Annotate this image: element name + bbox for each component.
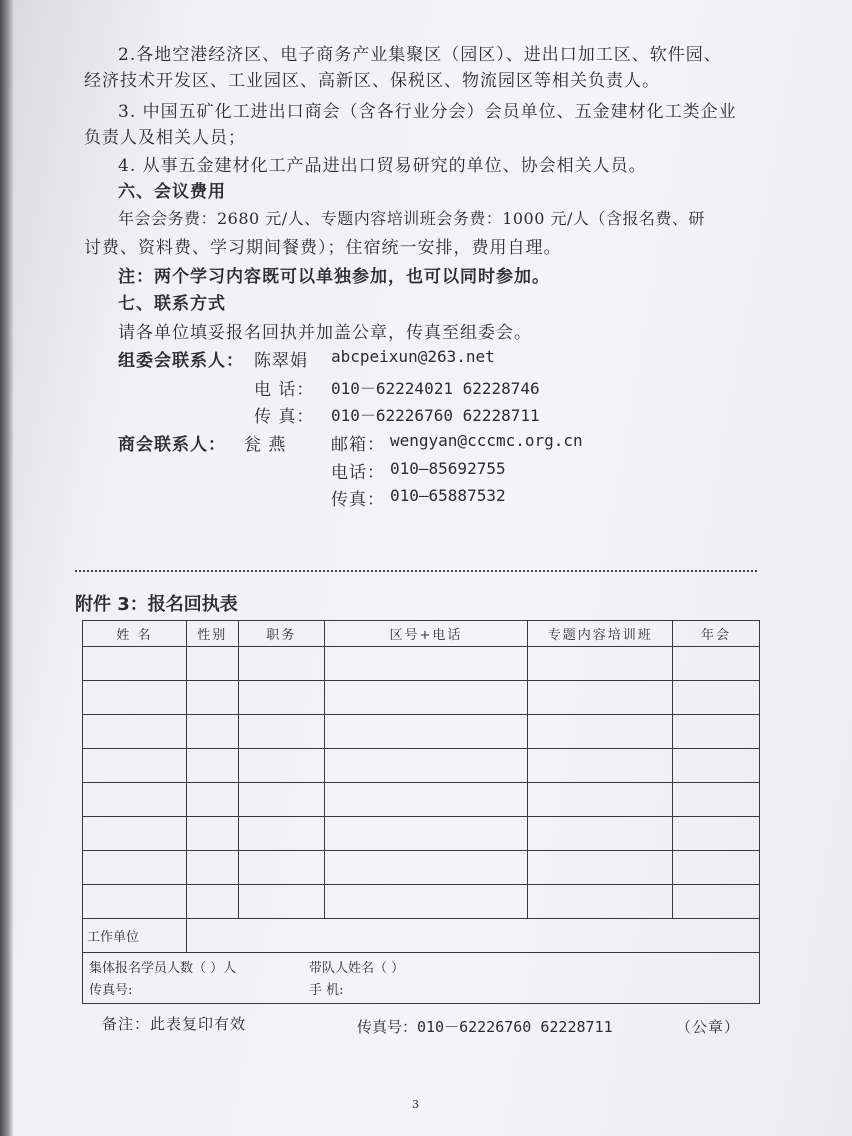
table-cell[interactable] xyxy=(528,681,673,715)
cut-line-divider xyxy=(75,570,757,572)
registration-form-table xyxy=(82,620,760,1004)
table-cell[interactable] xyxy=(238,885,324,919)
col-header-position: 职务 xyxy=(238,621,324,647)
fee-line-2: 讨费、资料费、学习期间餐费）；住宿统一安排，费用自理。 xyxy=(84,238,562,258)
org-tel-label: 电 话： xyxy=(254,380,315,400)
table-cell[interactable] xyxy=(83,647,187,681)
col-header-name: 姓 名 xyxy=(83,621,187,647)
table-cell[interactable] xyxy=(528,749,673,783)
attachment-title: 附件 3：报名回执表 xyxy=(75,594,238,615)
seal-label: （公章） xyxy=(676,1018,741,1036)
table-cell[interactable] xyxy=(528,817,673,851)
table-cell[interactable] xyxy=(673,749,760,783)
work-unit-row xyxy=(83,919,760,953)
col-header-gender: 性别 xyxy=(186,621,238,647)
chamber-email-label: 邮箱： xyxy=(331,435,385,455)
chamber-fax: 010—65887532 xyxy=(390,486,506,505)
chamber-email: wengyan@cccmc.org.cn xyxy=(390,431,583,450)
table-row xyxy=(83,715,760,749)
table-cell[interactable] xyxy=(324,783,528,817)
body-line-4: 负责人及相关人员； xyxy=(84,128,246,148)
table-cell[interactable] xyxy=(673,783,760,817)
table-cell[interactable] xyxy=(83,817,187,851)
table-cell[interactable] xyxy=(186,715,238,749)
table-row xyxy=(83,749,760,783)
table-cell[interactable] xyxy=(238,647,324,681)
table-cell[interactable] xyxy=(528,885,673,919)
fee-line-1: 年会会务费：2680 元/人、专题内容培训班会务费：1000 元/人（含报名费、研 xyxy=(118,209,705,228)
page-edge-shadow xyxy=(0,0,14,1136)
section6-heading: 六、会议费用 xyxy=(118,182,226,202)
body-line-1: 2.各地空港经济区、电子商务产业集聚区（园区）、进出口加工区、软件园、 xyxy=(118,45,722,65)
table-cell[interactable] xyxy=(186,817,238,851)
chamber-fax-label: 传真： xyxy=(331,490,385,510)
group-info-row xyxy=(83,953,760,1004)
table-cell[interactable] xyxy=(528,647,673,681)
table-cell[interactable] xyxy=(324,851,528,885)
table-cell[interactable] xyxy=(673,851,760,885)
table-row xyxy=(83,783,760,817)
table-cell[interactable] xyxy=(528,851,673,885)
group-count-label: 集体报名学员人数（ ）人 xyxy=(89,961,237,976)
table-cell[interactable] xyxy=(528,783,673,817)
org-contact-name: 陈翠娟 xyxy=(254,351,308,371)
table-cell[interactable] xyxy=(186,681,238,715)
table-cell[interactable] xyxy=(186,749,238,783)
table-row xyxy=(83,681,760,715)
table-cell[interactable] xyxy=(238,817,324,851)
group-info-cell xyxy=(83,953,760,1004)
chamber-tel: 010—85692755 xyxy=(390,459,506,478)
table-cell[interactable] xyxy=(673,885,760,919)
table-cell[interactable] xyxy=(673,817,760,851)
fee-note: 注：两个学习内容既可以单独参加，也可以同时参加。 xyxy=(118,267,550,287)
org-contact-email: abcpeixun@263.net xyxy=(331,347,495,366)
table-cell[interactable] xyxy=(83,681,187,715)
table-cell[interactable] xyxy=(186,851,238,885)
table-cell[interactable] xyxy=(186,783,238,817)
chamber-contact-label: 商会联系人： xyxy=(118,435,226,455)
section7-heading: 七、联系方式 xyxy=(118,294,226,314)
remark-text: 备注：此表复印有效 xyxy=(102,1015,247,1033)
page-number: 3 xyxy=(412,1098,419,1111)
table-cell[interactable] xyxy=(324,885,528,919)
mobile-label: 手 机: xyxy=(309,983,344,998)
table-cell[interactable] xyxy=(186,885,238,919)
body-line-3: 3. 中国五矿化工进出口商会（含各行业分会）会员单位、五金建材化工类企业 xyxy=(118,102,737,122)
col-header-phone: 区号+电话 xyxy=(324,621,528,647)
table-row xyxy=(83,851,760,885)
table-header-row xyxy=(83,621,760,647)
table-cell[interactable] xyxy=(238,749,324,783)
table-cell[interactable] xyxy=(673,715,760,749)
table-cell[interactable] xyxy=(238,681,324,715)
table-cell[interactable] xyxy=(83,851,187,885)
table-row xyxy=(83,817,760,851)
fax-number-label: 传真号: xyxy=(89,983,133,998)
table-row xyxy=(83,647,760,681)
table-cell[interactable] xyxy=(324,647,528,681)
table-cell[interactable] xyxy=(83,885,187,919)
table-cell[interactable] xyxy=(673,647,760,681)
fax-footer: 传真号：010－62226760 62228711 xyxy=(357,1018,613,1036)
table-cell[interactable] xyxy=(673,681,760,715)
org-contact-label: 组委会联系人： xyxy=(118,351,244,371)
chamber-contact-name: 瓮 燕 xyxy=(244,435,287,455)
table-cell[interactable] xyxy=(238,851,324,885)
table-cell[interactable] xyxy=(83,715,187,749)
leader-name-label: 带队人姓名（ ） xyxy=(309,961,405,976)
table-cell[interactable] xyxy=(238,715,324,749)
table-cell[interactable] xyxy=(83,783,187,817)
contact-intro: 请各单位填妥报名回执并加盖公章，传真至组委会。 xyxy=(118,323,532,343)
table-cell[interactable] xyxy=(186,647,238,681)
org-tel: 010－62224021 62228746 xyxy=(331,379,540,398)
work-unit-field[interactable] xyxy=(186,919,759,953)
body-line-5: 4. 从事五金建材化工产品进出口贸易研究的单位、协会相关人员。 xyxy=(118,156,647,176)
table-cell[interactable] xyxy=(238,783,324,817)
table-cell[interactable] xyxy=(324,681,528,715)
table-cell[interactable] xyxy=(324,715,528,749)
work-unit-label: 工作单位 xyxy=(83,919,187,953)
col-header-annual-meeting: 年会 xyxy=(673,621,760,647)
table-cell[interactable] xyxy=(324,817,528,851)
table-cell[interactable] xyxy=(528,715,673,749)
org-fax: 010－62226760 62228711 xyxy=(331,406,540,425)
table-cell[interactable] xyxy=(83,749,187,783)
org-fax-label: 传 真： xyxy=(254,407,315,427)
body-line-2: 经济技术开发区、工业园区、高新区、保税区、物流园区等相关负责人。 xyxy=(84,71,660,91)
table-row xyxy=(83,885,760,919)
col-header-training: 专题内容培训班 xyxy=(528,621,673,647)
chamber-tel-label: 电话： xyxy=(331,463,385,483)
table-cell[interactable] xyxy=(324,749,528,783)
